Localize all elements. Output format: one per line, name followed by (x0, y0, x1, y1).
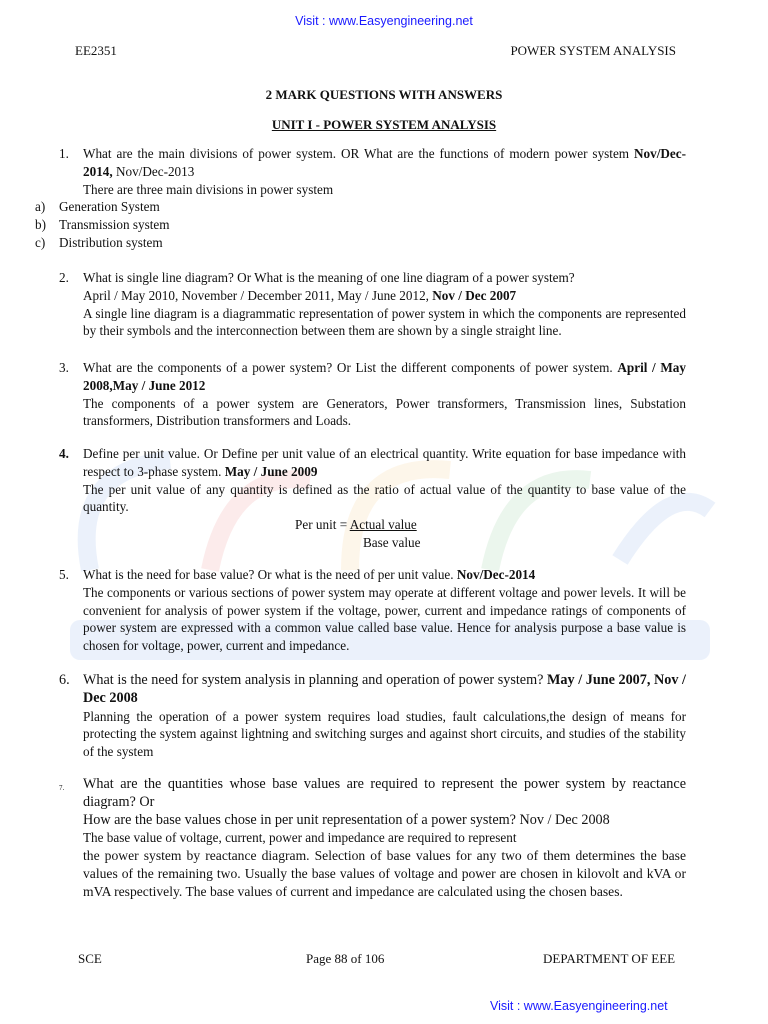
formula-denominator: Base value (363, 534, 421, 550)
footer-department: DEPARTMENT OF EEE (543, 951, 676, 966)
exam-dates (83, 287, 686, 305)
exam-date: May / June 2009 (224, 463, 318, 479)
answer-text: The components or various sections of power system may operate at different voltage and power levels. It will be convenient for analysis of power system if the voltage, power, current and impedance ratings of components of power system are expressed with a common value called base value. Hence for analysis purpose a base value is chosen for voltage, power, current and impedance. (83, 584, 686, 654)
answer-text: A single line diagram is a diagrammatic representation of power system in which the components are represented by their symbols and the interconnection between them are shown by a single straight line. (83, 305, 686, 339)
question-7 (59, 776, 686, 901)
footer-college: SCE (78, 951, 102, 966)
course-subject: POWER SYSTEM ANALYSIS (510, 43, 676, 58)
website-link-bottom[interactable]: Visit : www.Easyengineering.net (490, 999, 668, 1013)
answer-text: There are three main divisions in power system (83, 181, 334, 197)
formula-numerator: Actual value (349, 517, 417, 533)
exam-date: May / June 2007, Nov / Dec 2008 (83, 672, 686, 706)
question-line: What are the main divisions of power system. OR What are the functions of modern power system (83, 146, 630, 161)
list-text: Distribution system (59, 234, 163, 250)
question-5 (59, 566, 686, 655)
question-number: 5. (59, 567, 69, 582)
exam-date: April / May 2010, November / December 2011, May / June 2012, (83, 287, 433, 303)
question-2 (59, 269, 686, 340)
answer-text: The base value of voltage, current, power and impedance are required to represent (83, 830, 517, 846)
website-link-top[interactable]: Visit : www.Easyengineering.net (295, 14, 473, 28)
list-item (35, 198, 686, 216)
course-code: EE2351 (75, 43, 117, 58)
list-item (35, 216, 686, 234)
question-line: What is the need for system analysis in planning and operation of power system? (83, 672, 548, 688)
question-number: 4. (59, 446, 69, 461)
question-text (83, 359, 686, 395)
question-text (83, 672, 686, 708)
formula-label: Per unit = (295, 517, 350, 533)
question-number: 3. (59, 360, 69, 375)
exam-date: Nov / Dec 2007 (432, 287, 517, 303)
exam-date: April / May 2008,May / June 2012 (83, 360, 686, 393)
per-unit-formula (59, 516, 686, 552)
question-3 (59, 359, 686, 430)
question-line: Define per unit value. Or Define per unit value of an electrical quantity. Write equation for base impedance with respect to 3-phase system. (83, 446, 686, 479)
list-item (35, 234, 686, 252)
question-text (83, 566, 686, 584)
question-text (83, 445, 686, 481)
page-title: 2 MARK QUESTIONS WITH ANSWERS (265, 87, 503, 102)
answer-text: The components of a power system are Generators, Power transformers, Transmission lines, Substation transformers, Distribution transformers and Loads. (83, 395, 686, 429)
list-marker: c) (35, 234, 46, 250)
question-line: What is the need for base value? Or what is the need of per unit value. (83, 567, 457, 582)
question-text: What are the quantities whose base values are required to represent the power system by reactance diagram? Or (83, 776, 686, 810)
question-1 (35, 145, 686, 252)
list-marker: b) (35, 217, 46, 233)
question-number: 1. (59, 146, 69, 161)
answer-text: The per unit value of any quantity is defined as the ratio of actual value of the quantity to base value of the quantity. (83, 481, 686, 515)
question-4 (59, 445, 686, 552)
answer-text: the power system by reactance diagram. Selection of base values for any two of them determines the base values of the remaining two. Usually the base values of voltage and power are chosen in kilovolt and kVA or mVA respectively. The base values of current and impedance are calculated using the chosen bases. (83, 848, 686, 899)
exam-date: Nov/Dec-2014 (456, 567, 536, 582)
list-text: Transmission system (59, 217, 170, 233)
list-marker: a) (35, 199, 46, 215)
answer-text: Planning the operation of a power system requires load studies, fault calculations,the design of means for protecting the system against lightning and switching surges and against short circuits, and studies of the stability of the system (83, 708, 686, 760)
exam-date: Nov/Dec-2014, (83, 146, 686, 179)
question-6 (59, 672, 686, 761)
question-number: 2. (59, 270, 69, 285)
unit-title: UNIT I - POWER SYSTEM ANALYSIS (271, 117, 497, 132)
question-text-alt: How are the base values chose in per unit representation of a power system? Nov / Dec 2008 (83, 811, 610, 828)
question-line: What are the components of a power system? Or List the different components of power system. (83, 360, 618, 375)
question-number: 7. (59, 784, 65, 792)
footer-page-number: Page 88 of 106 (306, 951, 385, 966)
question-text (83, 145, 686, 181)
list-text: Generation System (59, 199, 160, 215)
question-number: 6. (59, 672, 70, 688)
question-text: What is single line diagram? Or What is the meaning of one line diagram of a power system? (83, 270, 575, 285)
exam-date: Nov/Dec-2013 (112, 163, 195, 179)
